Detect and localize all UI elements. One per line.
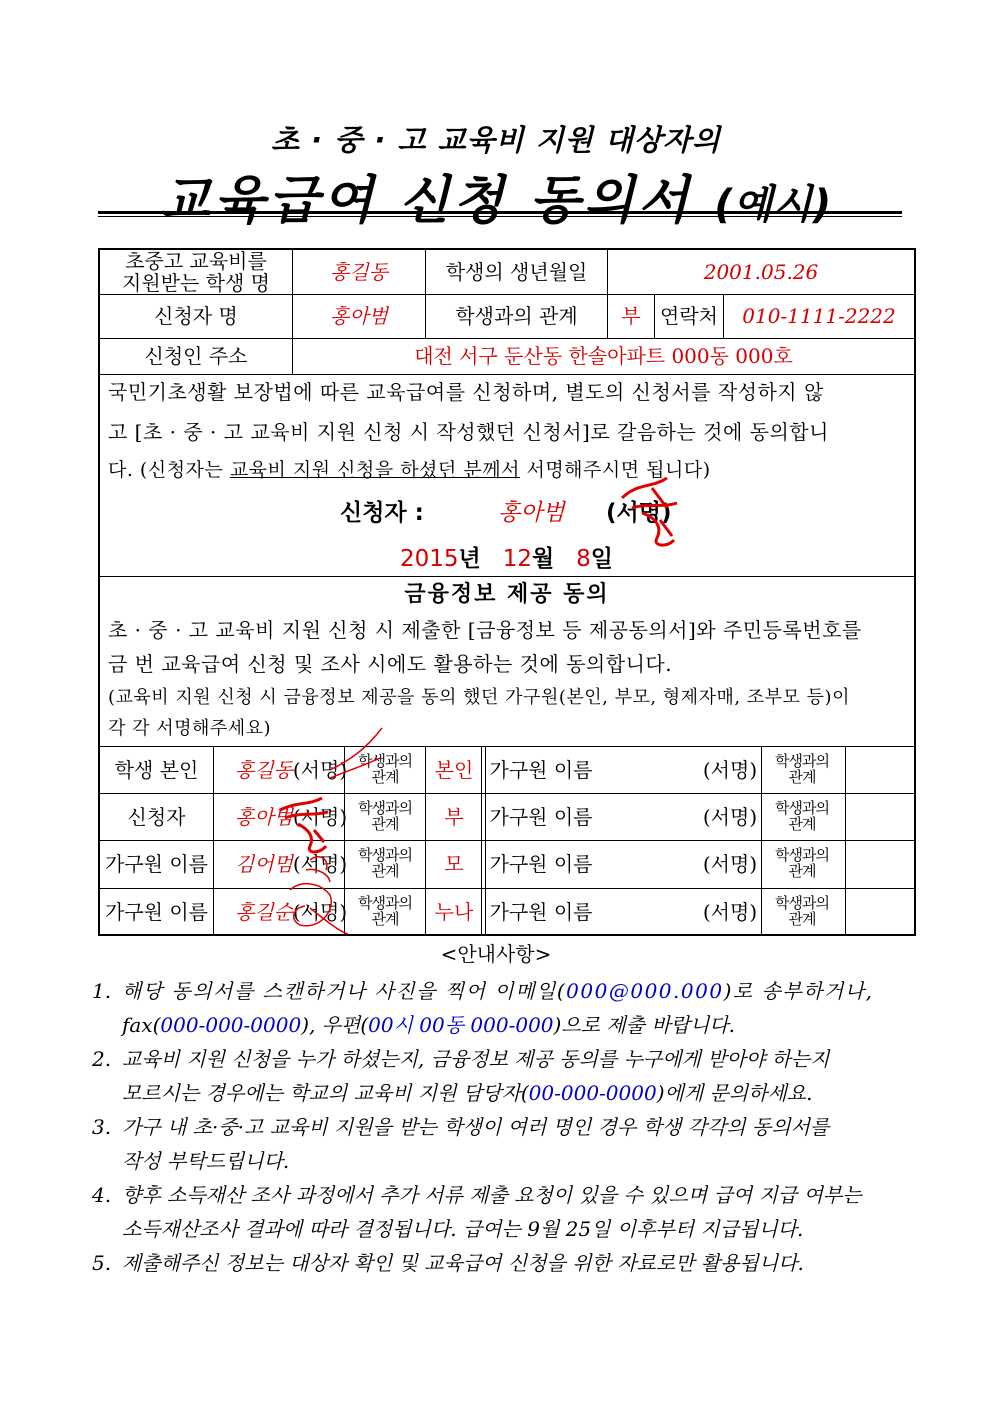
member-sign-mark: (서명) — [292, 804, 348, 829]
household-sign-mark: (서명) — [702, 804, 758, 829]
birth-value: 2001.05.26 — [703, 260, 819, 284]
notice-phone: 00-000-0000 — [528, 1081, 657, 1105]
address-label: 신청인 주소 — [144, 344, 248, 368]
relation-header-line2: 관계 — [371, 909, 399, 928]
member-sign-mark: (서명) — [292, 851, 348, 876]
member-relation: 모 — [444, 851, 464, 876]
member-name: 김어멈 — [235, 851, 293, 876]
notice-5-num: 5. — [92, 1251, 112, 1275]
notice-1-text-b: )로 송부하거나, — [723, 979, 874, 1003]
household-sign-mark: (서명) — [702, 851, 758, 876]
relation-header-line2: 관계 — [371, 814, 399, 833]
member-relation: 부 — [444, 804, 464, 829]
household-relation-header — [762, 793, 842, 840]
student-name-label — [100, 250, 292, 294]
relation-header-line2: 관계 — [788, 861, 816, 880]
household-name-label: 가구원 이름 — [489, 851, 593, 876]
household-relation-header — [762, 840, 842, 887]
member-name: 홍길동 — [235, 757, 293, 782]
notice-list — [92, 974, 907, 1284]
notice-4-num: 4. — [92, 1183, 112, 1207]
member-role: 학생 본인 — [114, 757, 199, 782]
notice-post: 00시 00동 000-000 — [368, 1013, 554, 1037]
household-name-label: 가구원 이름 — [489, 899, 593, 924]
relation-header-line2: 관계 — [788, 767, 816, 786]
signer-name: 홍아범 — [498, 500, 565, 526]
consent-line-3-pre: 다. (신청자는 — [108, 459, 230, 481]
notice-1-fax-label: fax( — [122, 1013, 161, 1037]
date-year-unit: 년 — [458, 546, 481, 572]
relation-header-line1: 학생과의 — [775, 798, 829, 817]
household-relation-header — [762, 746, 842, 793]
notice-4-line1: 향후 소득재산 조사 과정에서 추가 서류 제출 요청이 있을 수 있으며 급여 지급 여부는 — [122, 1183, 862, 1207]
consent-date — [400, 540, 613, 573]
relation-header-line2: 관계 — [788, 814, 816, 833]
consent-line-3-underlined: 교육비 지원 신청을 하셨던 분께서 — [229, 459, 520, 481]
finance-line-4: 각 각 서명해주세요) — [108, 718, 272, 739]
notice-fax: 000-000-0000 — [160, 1013, 302, 1037]
household-sign-mark: (서명) — [702, 899, 758, 924]
household-name-label: 가구원 이름 — [489, 757, 593, 782]
relation-header-line1: 학생과의 — [775, 845, 829, 864]
household-relation-header — [762, 888, 842, 935]
finance-line-1: 초 · 중 · 고 교육비 지원 신청 시 제출한 [금융정보 등 제공동의서]와 주민등록번호를 — [108, 618, 862, 642]
title-rule-thin — [98, 216, 902, 217]
notice-1-text-a: 해당 동의서를 스캔하거나 사진을 찍어 이메일( — [122, 979, 567, 1003]
relation-label: 학생과의 관계 — [455, 304, 578, 328]
document-subtitle: 초 · 중 · 고 교육비 지원 대상자의 — [271, 123, 721, 157]
relation-header-line1: 학생과의 — [775, 893, 829, 912]
consent-line-1: 국민기초생활 보장법에 따른 교육급여를 신청하며, 별도의 신청서를 작성하지 않 — [108, 380, 824, 404]
member-relation: 누나 — [434, 899, 474, 924]
relation-value: 부 — [621, 304, 641, 328]
relation-header-line1: 학생과의 — [358, 751, 412, 770]
date-day: 8 — [576, 546, 591, 572]
notice-1-line2 — [122, 1008, 735, 1042]
contact-value: 010-1111-2222 — [742, 304, 896, 328]
relation-header-line1: 학생과의 — [358, 893, 412, 912]
student-label-line2: 지원받는 학생 명 — [122, 271, 270, 295]
consent-line-2: 고 [초 · 중 · 고 교육비 지원 신청 시 작성했던 신청서]로 갈음하는 것에 동의합니 — [108, 420, 829, 444]
signer-label: 신청자 : — [340, 500, 424, 526]
applicant-label: 신청자 명 — [154, 304, 238, 328]
notice-1-num: 1. — [92, 979, 112, 1003]
title-main: 교육급여 신청 동의서 — [159, 171, 693, 231]
notice-3-line2: 작성 부탁드립니다. — [122, 1149, 290, 1173]
relation-header-line1: 학생과의 — [358, 798, 412, 817]
notice-4-line2: 소득재산조사 결과에 따라 결정됩니다. 급여는 9월 25일 이후부터 지급됩니다. — [122, 1217, 804, 1241]
relation-header-line1: 학생과의 — [775, 751, 829, 770]
consent-line-3-post: 서명해주시면 됩니다) — [519, 459, 711, 481]
finance-line-3: (교육비 지원 신청 시 금융정보 제공을 동의 했던 가구원(본인, 부모, 형제자매, 조부모 등)이 — [108, 687, 850, 708]
date-month: 12 — [502, 546, 532, 572]
title-rule — [98, 211, 902, 214]
applicant-name: 홍아범 — [330, 304, 388, 328]
finance-heading: 금융정보 제공 동의 — [404, 581, 610, 607]
birth-label: 학생의 생년월일 — [445, 260, 588, 284]
member-role: 가구원 이름 — [105, 899, 208, 924]
member-role: 신청자 — [127, 804, 186, 829]
relation-header-line2: 관계 — [788, 909, 816, 928]
member-sign-mark: (서명) — [292, 757, 348, 782]
notice-1-text-c: )으로 제출 바랍니다. — [553, 1013, 735, 1037]
notice-2-num: 2. — [92, 1047, 112, 1071]
notice-2-text-b: )에게 문의하세요. — [656, 1081, 813, 1105]
student-label-line1: 초중고 교육비를 — [125, 249, 267, 273]
relation-header-line2: 관계 — [371, 767, 399, 786]
household-sign-mark: (서명) — [702, 757, 758, 782]
relation-header-line2: 관계 — [371, 861, 399, 880]
member-name: 홍아범 — [235, 804, 293, 829]
document-title — [0, 158, 992, 233]
signature-scribble-1 — [612, 458, 692, 553]
notice-3-line1: 가구 내 초·중·고 교육비 지원을 받는 학생이 여러 명인 경우 학생 각각의 동의서를 — [122, 1115, 830, 1139]
notice-5-line1: 제출해주신 정보는 대상자 확인 및 교육급여 신청을 위한 자료로만 활용됩니다. — [122, 1251, 804, 1275]
date-day-unit: 일 — [590, 546, 613, 572]
notice-email: 000@000.000 — [566, 979, 724, 1003]
title-suffix: (예시) — [714, 182, 833, 228]
signer-sign-mark: (서명) — [606, 500, 672, 526]
notice-3-num: 3. — [92, 1115, 112, 1139]
signature-scribbles — [270, 720, 400, 950]
address-value: 대전 서구 둔산동 한솔아파트 000동 000호 — [414, 344, 793, 368]
notice-2-line2 — [122, 1076, 812, 1110]
notice-1-post-label: ), 우편( — [301, 1013, 369, 1037]
notice-2-line1: 교육비 지원 신청을 누가 하셨는지, 금융정보 제공 동의를 누구에게 받아야 하는지 — [122, 1047, 830, 1071]
date-month-unit: 월 — [531, 546, 555, 572]
member-relation: 본인 — [434, 757, 474, 782]
member-role: 가구원 이름 — [105, 851, 208, 876]
student-name-value: 홍길동 — [330, 260, 388, 284]
notice-heading: <안내사항> — [440, 942, 552, 966]
col-divider — [845, 746, 846, 936]
notice-1-line1 — [122, 974, 874, 1008]
contact-label: 연락처 — [660, 304, 718, 328]
finance-line-2: 금 번 교육급여 신청 및 조사 시에도 활용하는 것에 동의합니다. — [108, 652, 673, 676]
notice-2-text-a: 모르시는 경우에는 학교의 교육비 지원 담당자( — [122, 1081, 529, 1105]
member-name: 홍길순 — [235, 899, 293, 924]
date-year: 2015 — [400, 546, 459, 572]
household-name-label: 가구원 이름 — [489, 804, 593, 829]
relation-header-line1: 학생과의 — [358, 845, 412, 864]
member-sign-mark: (서명) — [292, 899, 348, 924]
